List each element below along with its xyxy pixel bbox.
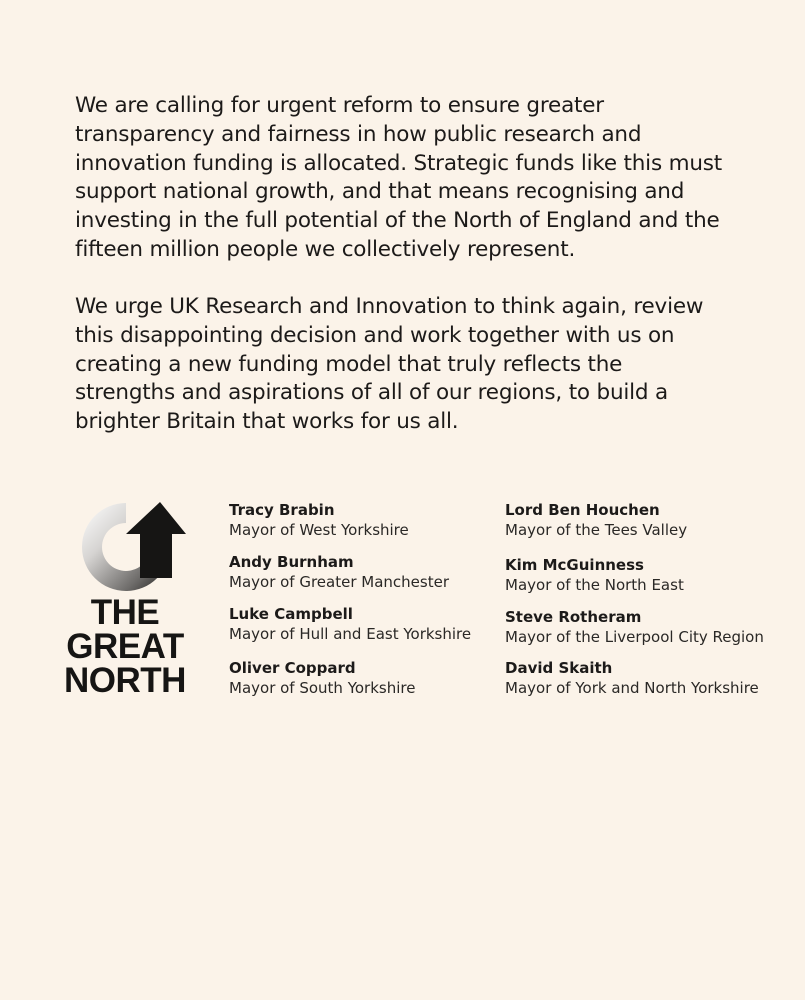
- signatory-name: David Skaith: [505, 659, 613, 677]
- great-north-arrow-icon: [74, 500, 186, 594]
- signatory-name: Andy Burnham: [229, 553, 354, 571]
- statement-line: support national growth, and that means recognising and: [75, 179, 685, 205]
- signatory: [229, 552, 449, 592]
- signatory-name: Lord Ben Houchen: [505, 501, 660, 519]
- statement-line: We urge UK Research and Innovation to think again, review: [75, 294, 704, 319]
- statement-line: creating a new funding model that truly reflects the: [75, 351, 623, 377]
- signatory-name: Luke Campbell: [229, 605, 353, 623]
- logo-wordmark: [50, 593, 200, 700]
- statement-line: We are calling for urgent reform to ensure greater: [75, 93, 604, 118]
- great-north-logo: [50, 500, 200, 705]
- signatory: [505, 500, 687, 540]
- signatory-name: Oliver Coppard: [229, 659, 356, 677]
- signatory-name: Steve Rotheram: [505, 608, 642, 626]
- logo-line: NORTH: [64, 661, 186, 700]
- signatory-name: Tracy Brabin: [229, 501, 335, 519]
- signatory-name: Kim McGuinness: [505, 556, 644, 574]
- logo-line: GREAT: [66, 627, 184, 666]
- statement-paragraph-1: [75, 92, 765, 265]
- statement-line: this disappointing decision and work together with us on: [75, 322, 675, 348]
- signatory: [505, 555, 684, 595]
- statement-line: strengths and aspirations of all of our regions, to build a: [75, 380, 668, 406]
- signatory: [229, 500, 409, 540]
- signatory-role: Mayor of York and North Yorkshire: [505, 679, 759, 697]
- logo-line: THE: [90, 593, 160, 632]
- signatory-role: Mayor of South Yorkshire: [229, 679, 416, 697]
- statement-line: innovation funding is allocated. Strategic funds like this must: [75, 150, 722, 176]
- statement-line: transparency and fairness in how public research and: [75, 121, 642, 147]
- signatory-role: Mayor of Hull and East Yorkshire: [229, 625, 472, 643]
- signatory-role: Mayor of the North East: [505, 576, 684, 594]
- statement-paragraph-2: [75, 293, 765, 437]
- statement-line: investing in the full potential of the North of England and the: [75, 208, 720, 234]
- signatory-role: Mayor of the Liverpool City Region: [505, 628, 764, 646]
- signatory-role: Mayor of West Yorkshire: [229, 521, 409, 539]
- statement-line: brighter Britain that works for us all.: [75, 409, 459, 435]
- signatory-role: Mayor of Greater Manchester: [229, 573, 449, 591]
- signatory-role: Mayor of the Tees Valley: [505, 521, 688, 539]
- signatory: [505, 658, 759, 698]
- signatory: [505, 607, 764, 647]
- statement-line: fifteen million people we collectively represent.: [75, 236, 576, 262]
- signatory: [229, 604, 471, 644]
- signatory: [229, 658, 415, 698]
